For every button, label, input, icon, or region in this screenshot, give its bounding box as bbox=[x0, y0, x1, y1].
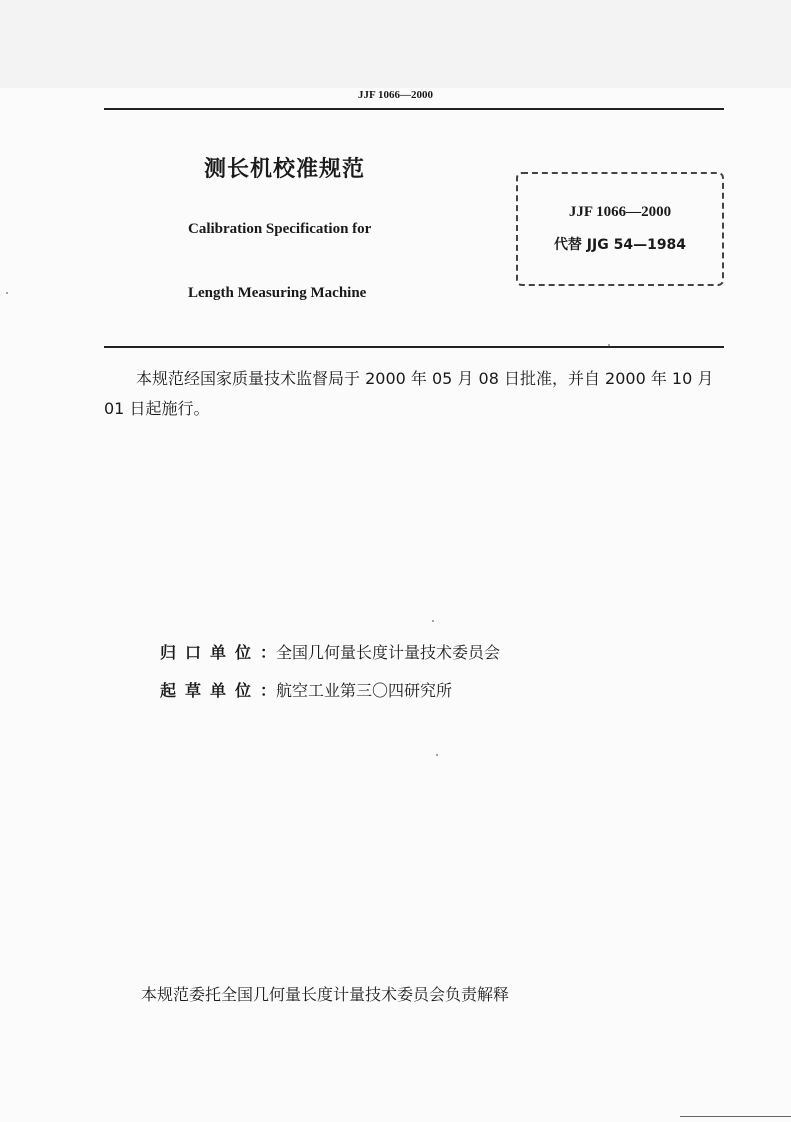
document-title-english-line2: Length Measuring Machine bbox=[188, 285, 367, 301]
scan-speck bbox=[432, 620, 434, 622]
org-colon: ： bbox=[260, 643, 277, 662]
page-top-margin bbox=[0, 0, 791, 88]
document-title-chinese: 测长机校准规范 bbox=[204, 157, 366, 182]
responsible-organization bbox=[160, 640, 500, 663]
org-value: 全国几何量长度计量技术委员会 bbox=[276, 643, 501, 662]
scan-edge-line bbox=[680, 1116, 791, 1117]
approval-statement: 本规范经国家质量技术监督局于 2000 年 05 月 08 日批准，并自 2000 年 10 月 01 日起施行。 bbox=[104, 369, 714, 418]
org-colon: ： bbox=[260, 681, 277, 700]
org-value: 航空工业第三〇四研究所 bbox=[276, 681, 453, 700]
scan-speck bbox=[436, 754, 438, 756]
standard-number: JJF 1066—2000 bbox=[568, 204, 672, 220]
header-standard-code: JJF 1066—2000 bbox=[357, 89, 434, 101]
replaced-standard: 代替 JJG 54—1984 bbox=[553, 237, 687, 253]
org-label: 起草单位 bbox=[160, 681, 261, 700]
header-rule bbox=[104, 108, 724, 110]
standard-code-box bbox=[516, 172, 724, 286]
interpretation-statement: 本规范委托全国几何量长度计量技术委员会负责解释 bbox=[141, 985, 510, 1004]
scan-speck bbox=[6, 292, 8, 294]
scan-speck bbox=[608, 344, 610, 346]
document-title-english-line1: Calibration Specification for bbox=[188, 221, 372, 237]
drafting-organization bbox=[160, 678, 452, 701]
title-rule bbox=[104, 346, 724, 348]
org-label: 归口单位 bbox=[160, 643, 261, 662]
